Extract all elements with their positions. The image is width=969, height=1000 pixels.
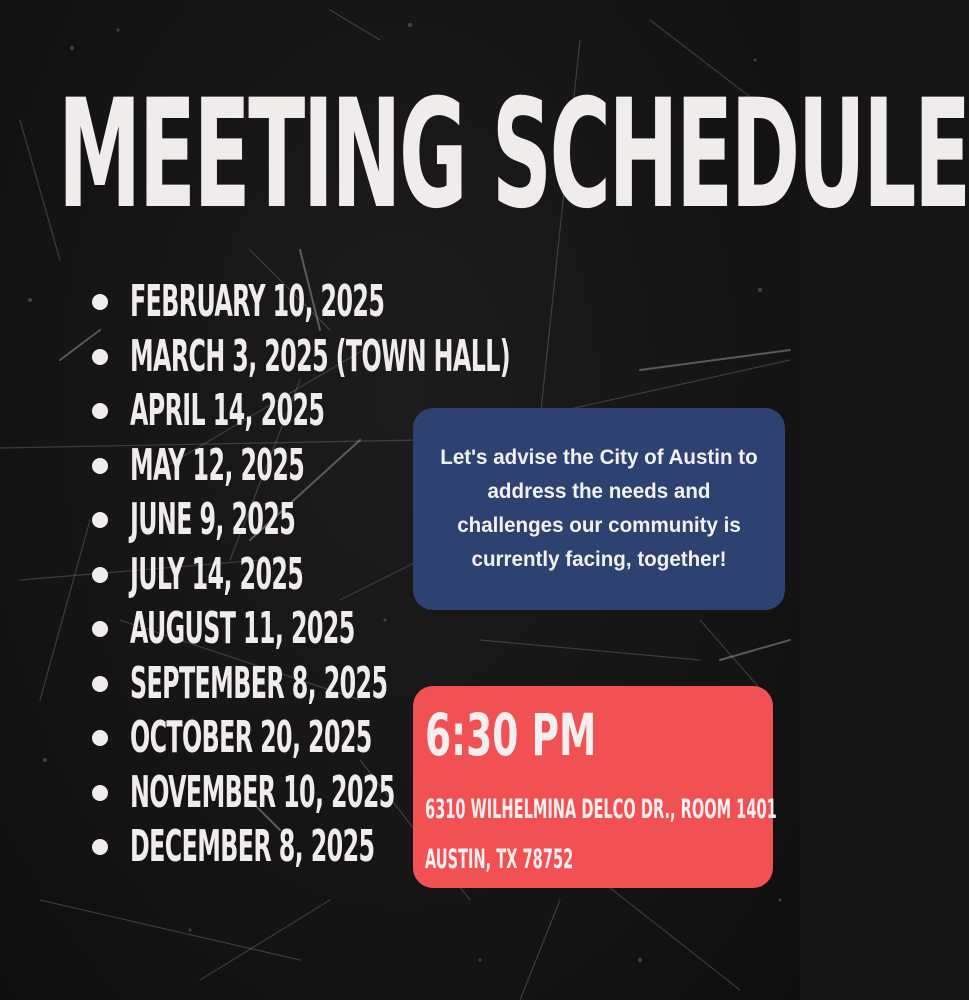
page-title: MEETING SCHEDULE (58, 68, 969, 242)
bullet-icon (92, 458, 108, 474)
meeting-date: MARCH 3, 2025 (TOWN HALL) (130, 330, 511, 382)
meeting-date: DECEMBER 8, 2025 (130, 821, 375, 872)
list-item (88, 605, 488, 660)
location-card (413, 686, 777, 888)
bullet-icon (92, 676, 108, 692)
meeting-date: FEBRUARY 10, 2025 (130, 276, 385, 327)
address-line-2: AUSTIN, TX 78752 (425, 844, 574, 875)
message-card (413, 408, 785, 610)
meeting-date: OCTOBER 20, 2025 (130, 712, 372, 763)
bullet-icon (92, 621, 108, 637)
bullet-icon (92, 839, 108, 855)
meeting-date: JULY 14, 2025 (130, 548, 304, 600)
bullet-icon (92, 730, 108, 746)
bullet-icon (92, 567, 108, 583)
bullet-icon (92, 294, 108, 310)
bullet-icon (92, 785, 108, 801)
address-line-1: 6310 WILHELMINA DELCO DR., ROOM 1401 (425, 794, 777, 825)
meeting-date: NOVEMBER 10, 2025 (130, 766, 395, 818)
bullet-icon (92, 349, 108, 365)
meeting-date: JUNE 9, 2025 (130, 494, 296, 545)
meeting-date: AUGUST 11, 2025 (130, 603, 355, 654)
list-item (88, 278, 488, 333)
meeting-date: MAY 12, 2025 (130, 439, 305, 491)
meeting-date: APRIL 14, 2025 (130, 385, 325, 436)
list-item (88, 330, 511, 388)
bullet-icon (92, 512, 108, 528)
bullet-icon (92, 403, 108, 419)
meeting-time: 6:30 PM (425, 701, 597, 769)
meeting-date: SEPTEMBER 8, 2025 (130, 657, 388, 709)
message-text: Let's advise the City of Austin to address the needs and challenges our community is currently facing, together! (440, 446, 758, 571)
